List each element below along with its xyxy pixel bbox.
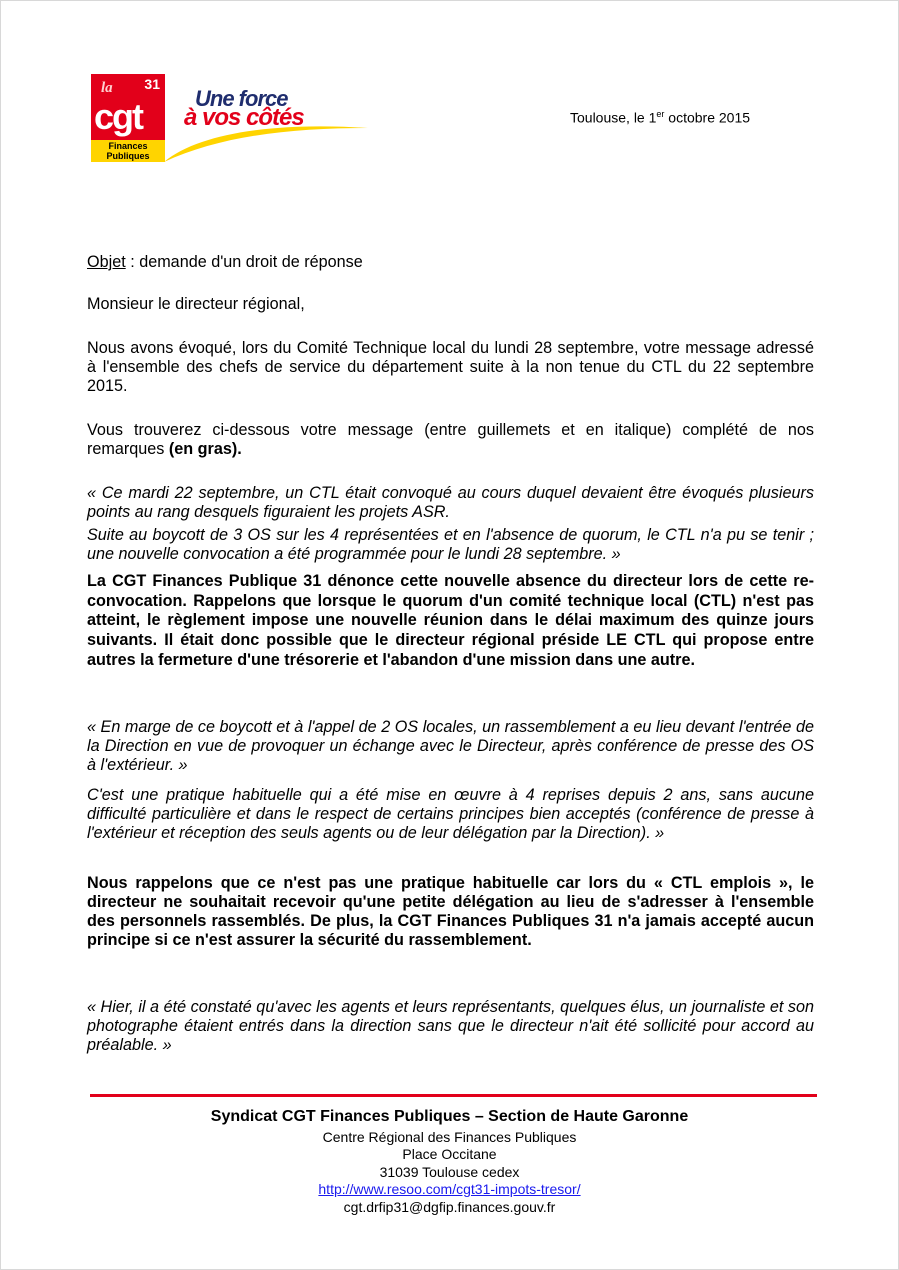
date-superscript: er: [656, 109, 665, 119]
footer-email: cgt.drfip31@dgfip.finances.gouv.fr: [343, 1199, 556, 1215]
footer-url-line: [0, 1181, 899, 1198]
quote-3: « Hier, il a été constaté qu'avec les agents et leurs représentants, quelques élus, un journaliste et son photographe étaient entrés dans la direction sans que le directeur n'ait été sollicité pour accord au préalable. »: [87, 998, 814, 1054]
paragraph-explanation-bold: (en gras).: [168, 440, 242, 458]
quote-1b: Suite au boycott de 3 OS sur les 4 représentées et en l'absence de quorum, le CTL n'a pu se tenir ; une nouvelle convocation a été programmée pour le lundi 28 septembre. »: [87, 526, 814, 563]
footer-address-line2: Place Occitane: [402, 1146, 497, 1162]
paragraph-intro: Nous avons évoqué, lors du Comité Technique local du lundi 28 septembre, votre message adressé à l'ensemble des chefs de service du département suite à la non tenue du CTL du 22 septembre 2015.: [87, 339, 814, 395]
logo-subtitle-line1: Finances: [108, 141, 148, 151]
footer-title: Syndicat CGT Finances Publiques – Section de Haute Garonne: [210, 1108, 689, 1125]
cgt-logo: [91, 74, 165, 162]
footer-website-link[interactable]: http://www.resoo.com/cgt31-impots-tresor/: [318, 1181, 581, 1197]
footer-address-line3: 31039 Toulouse cedex: [379, 1164, 520, 1180]
logo-brand: cgt: [94, 96, 142, 137]
slogan-line2: à vos côtés: [184, 104, 304, 131]
slogan-line1: Une force: [195, 86, 288, 111]
quote-2a: « En marge de ce boycott et à l'appel de 2 OS locales, un rassemblement a eu lieu devant l'entrée de la Direction en vue de provoquer un échange avec le Directeur, après conférence de presse des OS à l'extérieur. »: [87, 718, 814, 774]
subject-text: : demande d'un droit de réponse: [125, 253, 363, 271]
quote-2b: C'est une pratique habituelle qui a été mise en œuvre à 4 reprises depuis 2 ans, sans aucune difficulté particulière et dans le respect de certains principes bien acceptés (conférence de presse à l'extérieur et réception des seuls agents ou de leur délégation par la Direction). »: [87, 786, 814, 842]
letter-date: [570, 109, 750, 126]
date-suffix: octobre 2015: [664, 109, 751, 126]
subject-label: Objet: [87, 253, 126, 271]
remark-2: Nous rappelons que ce n'est pas une pratique habituelle car lors du « CTL emplois », le directeur ne souhaitait recevoir qu'une petite délégation au lieu de s'adresser à l'ensemble des personnels rassemblés. De plus, la CGT Finances Publiques 31 n'a jamais accepté aucun principe si ce n'est assurer la sécurité du rassemblement.: [87, 874, 814, 949]
remark-1: La CGT Finances Publique 31 dénonce cette nouvelle absence du directeur lors de cette re-convocation. Rappelons que lorsque le quorum d'un comité technique local (CTL) n'est pas atteint, le règlement impose une nouvelle réunion dans le délai maximum des quinze jours suivants. Il était donc possible que le directeur régional préside LE CTL qui propose entre autres la fermeture d'une trésorerie et l'abandon d'une mission dans une autre.: [87, 572, 814, 669]
quote-1a: « Ce mardi 22 septembre, un CTL était convoqué au cours duquel devaient être évoqués plusieurs points au rang desquels figuraient les projets ASR.: [87, 484, 814, 521]
subject-line: [87, 253, 814, 272]
paragraph-explanation-text: Vous trouverez ci-dessous votre message (entre guillemets et en italique) complété de nos remarques: [87, 421, 814, 458]
paragraph-explanation: [87, 421, 814, 459]
logo-number: 31: [144, 76, 160, 92]
logo-subtitle-line2: Publiques: [106, 151, 150, 161]
logo-la: la: [101, 80, 113, 96]
footer-address-line1: Centre Régional des Finances Publiques: [322, 1129, 577, 1145]
date-prefix: Toulouse, le 1: [570, 109, 657, 126]
salutation: Monsieur le directeur régional,: [87, 295, 305, 313]
logo-subtitle: [91, 140, 165, 162]
footer-divider: [90, 1094, 817, 1097]
